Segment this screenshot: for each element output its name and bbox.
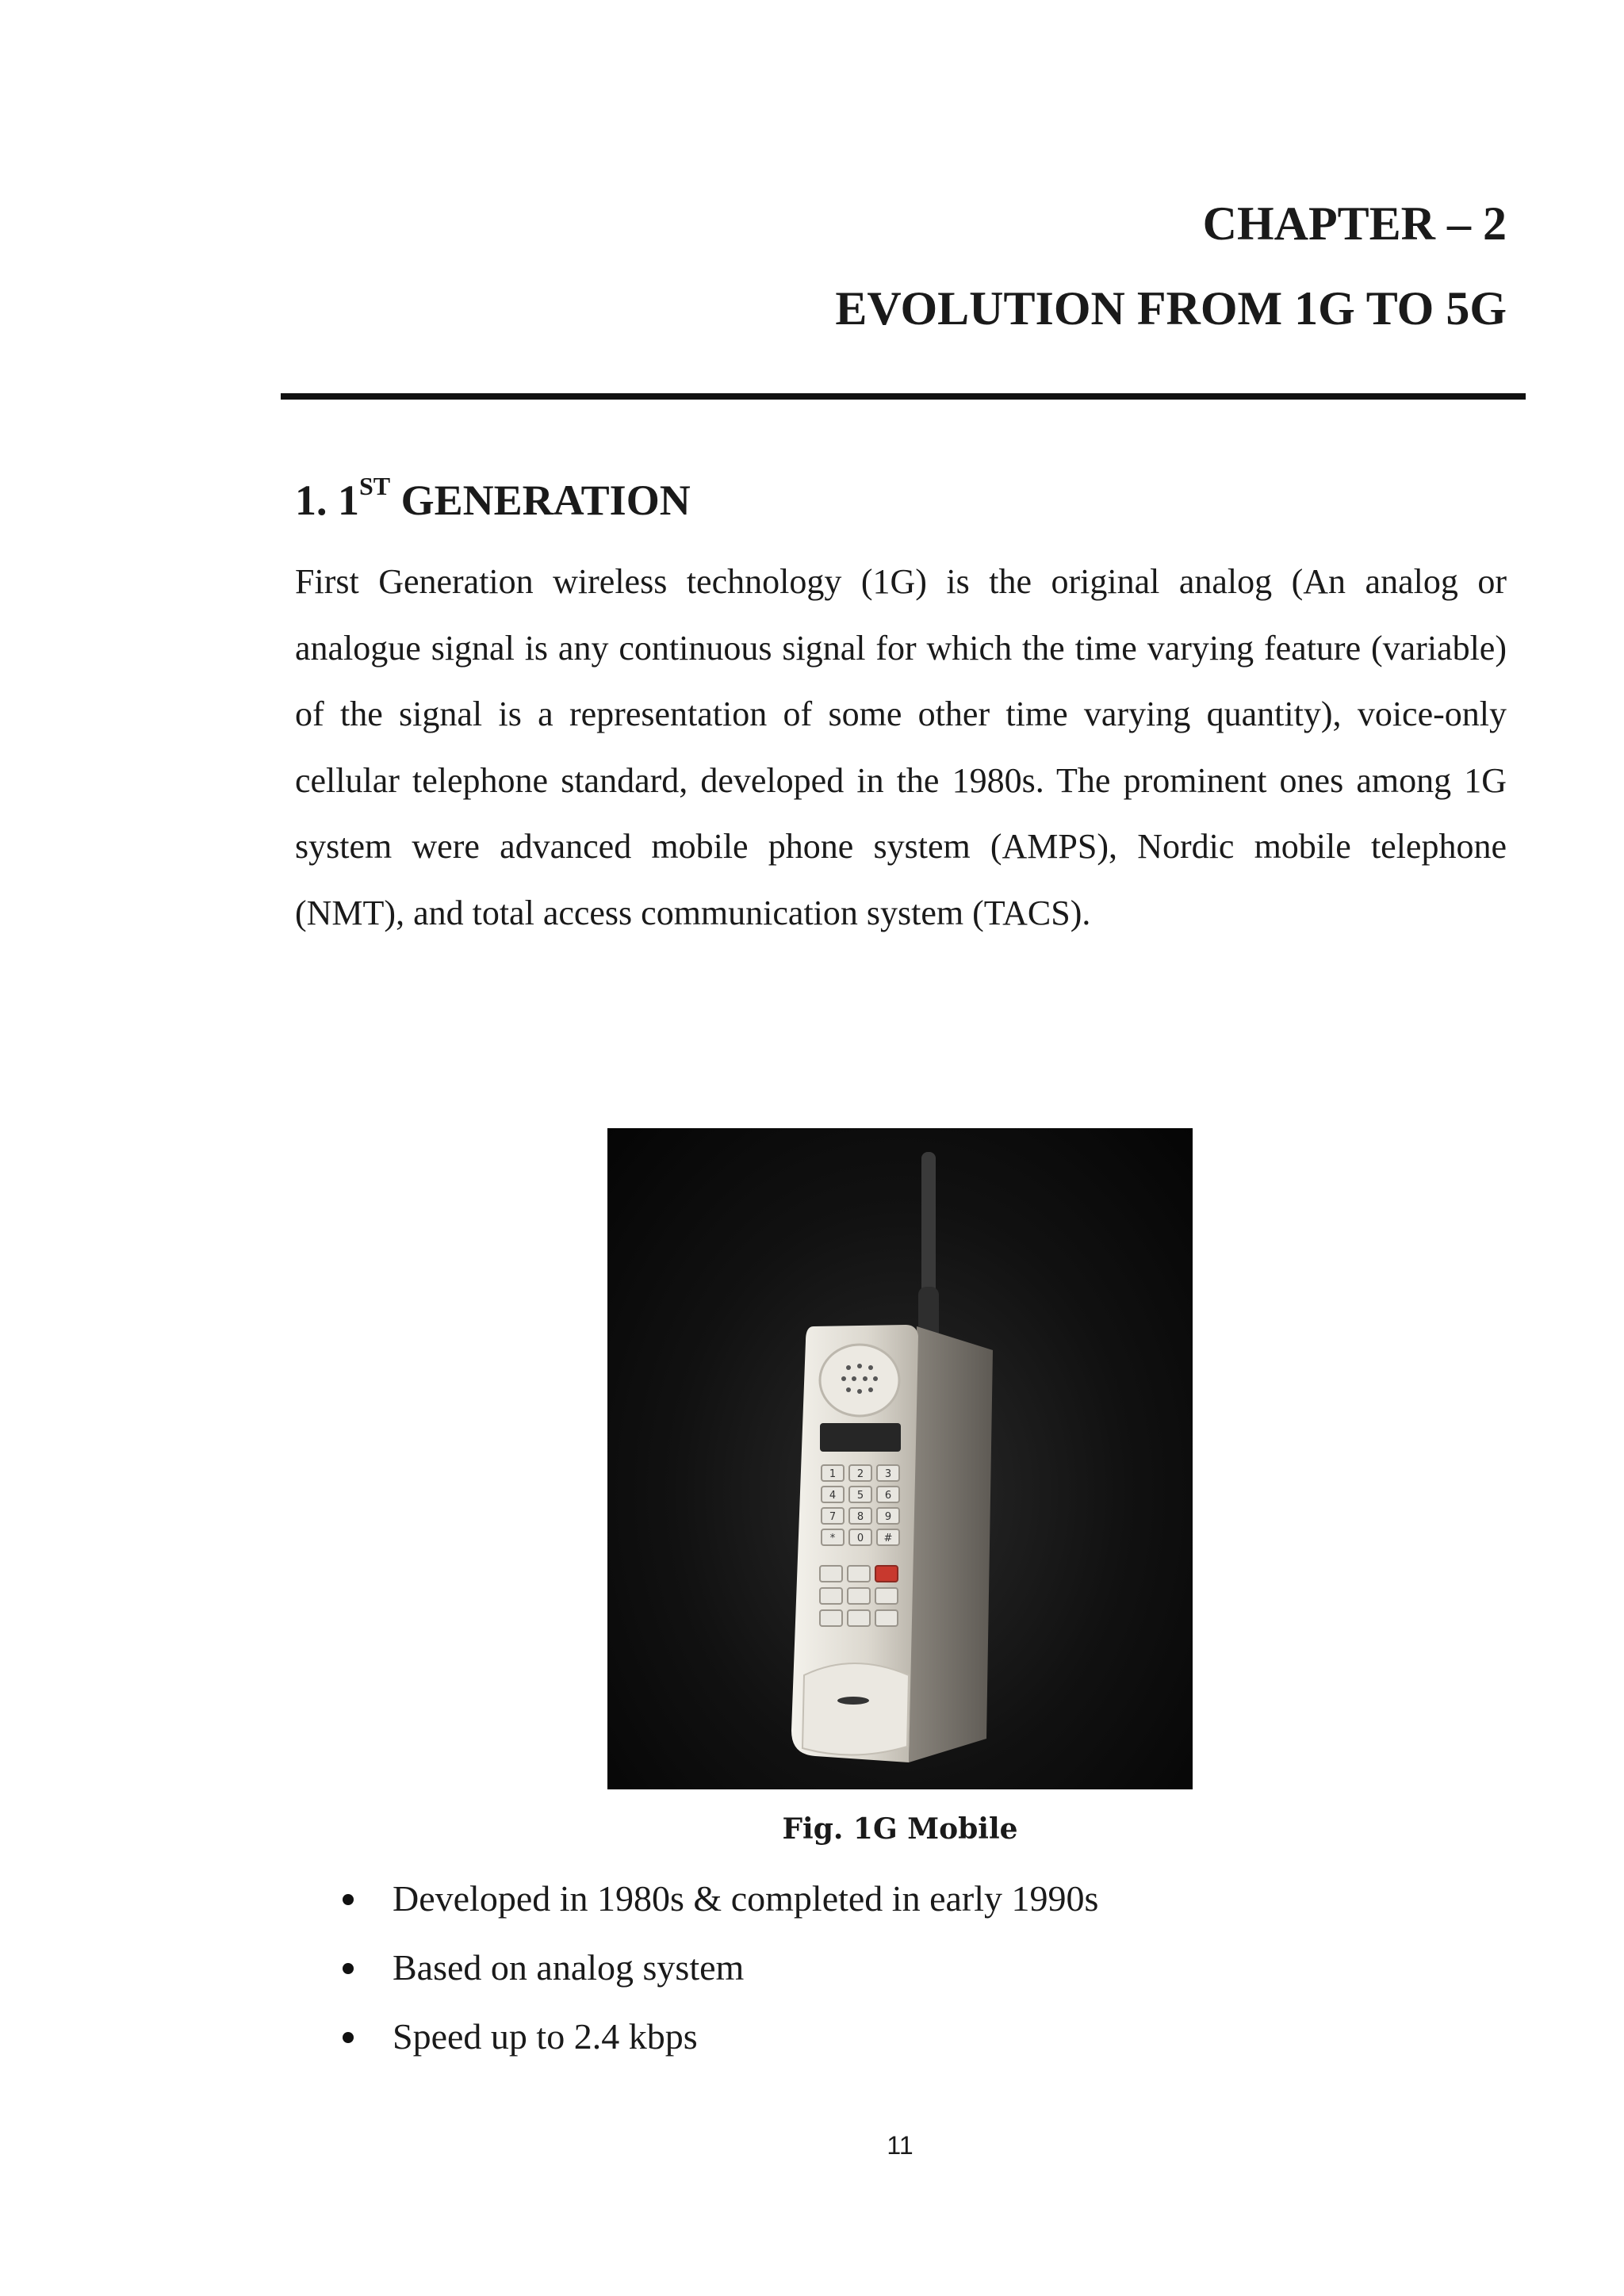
- chapter-title: EVOLUTION FROM 1G TO 5G: [835, 282, 1507, 335]
- svg-text:0: 0: [856, 1533, 864, 1544]
- list-item: Speed up to 2.4 kbps: [341, 2003, 1098, 2072]
- mouthpiece: [802, 1663, 909, 1755]
- section-heading-suffix: GENERATION: [390, 476, 691, 524]
- svg-text:5: 5: [856, 1490, 864, 1502]
- chapter-number: CHAPTER – 2: [1202, 197, 1507, 250]
- keypad: [820, 1465, 899, 1626]
- svg-text:4: 4: [829, 1490, 837, 1502]
- list-item: Developed in 1980s & completed in early 1990s: [341, 1865, 1098, 1934]
- page-number: 11: [887, 2131, 914, 2160]
- section-heading-prefix: 1. 1: [295, 476, 359, 524]
- phone-side: [909, 1326, 993, 1762]
- svg-text:7: 7: [829, 1511, 837, 1523]
- svg-text:8: 8: [856, 1511, 864, 1523]
- section-body-paragraph: First Generation wireless technology (1G) is the original analog (An analog or analogue signal is any continuous signal for which the time varying feature (variable) of the signal is a representation of some other time varying quantity), voice-only cellular telephone standard, developed in the 1980s. The prominent ones among 1G system were advanced mobile phone system (AMPS), Nordic mobile telephone (NMT), and total access communication system (TACS).: [295, 562, 1507, 932]
- svg-text:*: *: [829, 1533, 836, 1544]
- earpiece: [820, 1345, 899, 1416]
- svg-text:6: 6: [884, 1490, 892, 1502]
- figure-1g-mobile-photo: [607, 1128, 1193, 1789]
- svg-text:3: 3: [884, 1468, 892, 1480]
- display: [820, 1423, 901, 1452]
- svg-text:2: 2: [856, 1468, 864, 1480]
- brick-phone-illustration: [607, 1128, 1193, 1789]
- red-end-key: [875, 1566, 898, 1582]
- svg-text:#: #: [883, 1533, 893, 1544]
- section-heading-superscript: ST: [359, 472, 391, 500]
- figure-caption: Fig. 1G Mobile: [782, 1812, 1018, 1846]
- feature-list: [341, 1865, 1098, 2072]
- list-item: Based on analog system: [341, 1934, 1098, 2003]
- svg-text:1: 1: [829, 1468, 837, 1480]
- svg-text:9: 9: [884, 1511, 892, 1523]
- header-rule: [281, 393, 1526, 400]
- section-heading: [295, 472, 691, 525]
